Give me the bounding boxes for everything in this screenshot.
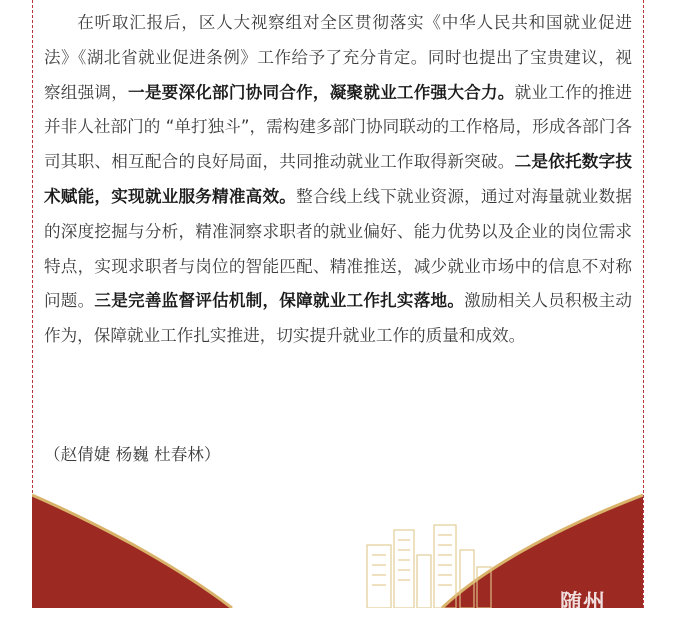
article-body <box>44 6 632 354</box>
point-one-text: 就业工作的推进并非人社部门的 “单打独斗”，需构建多部门协同联动的工作格局，形成各部门各司其职、相互配合的良好局面，共同推动就业工作取得新突破。 <box>44 82 633 172</box>
point-two-heading: 二是依托数字技术赋能，实现就业服务精准高效。 <box>44 152 633 206</box>
article-paragraph <box>44 6 632 354</box>
watermark-logo: 随州 <box>560 591 607 616</box>
intro-text: 在听取汇报后，区人大视察组对全区贯彻落实《中华人民共和国就业促进法》《湖北省就业促进条例》工作给予了充分肯定。同时也提出了宝贵建议，视察组强调， <box>44 13 632 102</box>
point-three-text: 激励相关人员积极主动作为，保障就业工作扎实推进，切实提升就业工作的质量和成效。 <box>44 291 633 346</box>
point-three-heading: 三是完善监督评估机制，保障就业工作扎实落地。 <box>94 291 465 311</box>
point-one-heading: 一是要深化部门协同合作，凝聚就业工作强大合力。 <box>128 82 515 102</box>
point-two-text: 整合线上线下就业资源，通过对海量就业数据的深度挖掘与分析，精准洞察求职者的就业偏好、能力优势以及企业的岗位需求特点，实现求职者与岗位的智能匹配、精准推送，减少就业市场中的信息不对称问题。 <box>44 186 633 311</box>
author-byline: （赵倩婕 杨巍 杜春林） <box>44 445 221 464</box>
decorative-footer-illustration <box>32 475 643 608</box>
